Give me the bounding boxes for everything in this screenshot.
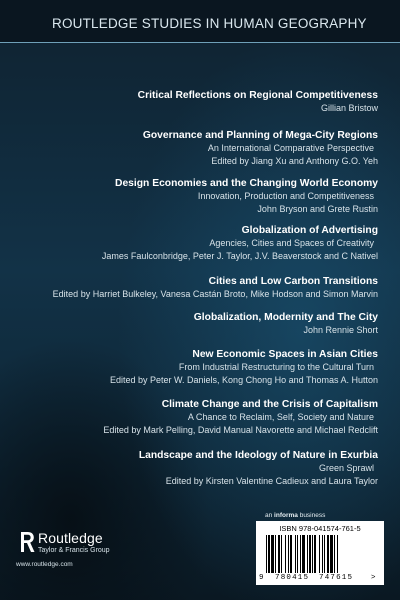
book-entry [18,177,378,215]
book-title: Design Economies and the Changing World Economy [115,178,378,189]
book-subtitle: An International Comparative Perspective [207,143,374,153]
barcode-digits-left: 780415 [275,574,310,582]
book-authors: John Rennie Short [303,325,378,335]
barcode-digit-suffix: > [371,574,376,582]
book-title: Landscape and the Ideology of Nature in Exurbia [138,450,378,461]
book-title: Climate Change and the Crisis of Capitalism [161,399,378,410]
barcode-digit-prefix: 9 [259,574,264,582]
book-entry [18,398,378,436]
book-subtitle: Green Sprawl [318,463,374,473]
informa-suffix: business [299,512,326,519]
book-authors: Edited by Harriet Bulkeley, Vanesa Castán Broto, Mike Hodson and Simon Marvin [52,289,378,299]
book-authors: Edited by Mark Pelling, David Manual Navorette and Michael Redclift [103,424,378,435]
book-entry [18,348,378,386]
book-subtitle: Innovation, Production and Competitiveness [197,191,374,201]
book-entry [18,275,378,301]
book-authors: Edited by Kirsten Valentine Cadieux and Laura Taylor [165,475,378,486]
book-entry [18,311,378,337]
barcode-bars-icon [264,535,376,573]
book-entry [18,449,378,487]
book-entry [18,89,378,115]
barcode [256,521,384,585]
informa-prefix: an [265,512,273,519]
book-subtitle: From Industrial Restructuring to the Cultural Turn [178,362,374,372]
book-title: Globalization of Advertising [241,225,378,236]
series-header [0,0,400,43]
book-title: Globalization, Modernity and The City [193,312,378,323]
book-authors: Gillian Bristow [320,103,378,113]
book-authors: John Bryson and Grete Rustin [257,203,378,214]
informa-business-label [265,512,325,519]
book-authors: Edited by Jiang Xu and Anthony G.O. Yeh [211,155,378,166]
book-subtitle: Agencies, Cities and Spaces of Creativity [209,238,374,248]
book-title: Critical Reflections on Regional Competitiveness [137,90,378,101]
barcode-digits-right: 747615 [319,574,354,582]
book-title: New Economic Spaces in Asian Cities [192,349,378,360]
book-entry [18,224,378,262]
book-authors: James Faulconbridge, Peter J. Taylor, J.V. Beaverstock and C Nativel [101,250,378,261]
isbn-text: ISBN 978-041574-761-5 [279,524,361,533]
publisher-name: Routledge [38,530,103,546]
book-subtitle: A Chance to Reclaim, Self, Society and Nature [187,412,374,422]
book-authors: Edited by Peter W. Daniels, Kong Chong Ho and Thomas A. Hutton [110,374,378,385]
publisher-group: Taylor & Francis Group [38,547,110,554]
routledge-logo-icon [18,530,36,554]
book-title: Cities and Low Carbon Transitions [208,276,378,287]
series-title: ROUTLEDGE STUDIES IN HUMAN GEOGRAPHY [52,16,367,31]
publisher-url: www.routledge.com [16,561,73,568]
book-title: Governance and Planning of Mega-City Regions [142,130,378,141]
informa-brand: informa [274,512,298,519]
book-entry [18,129,378,167]
